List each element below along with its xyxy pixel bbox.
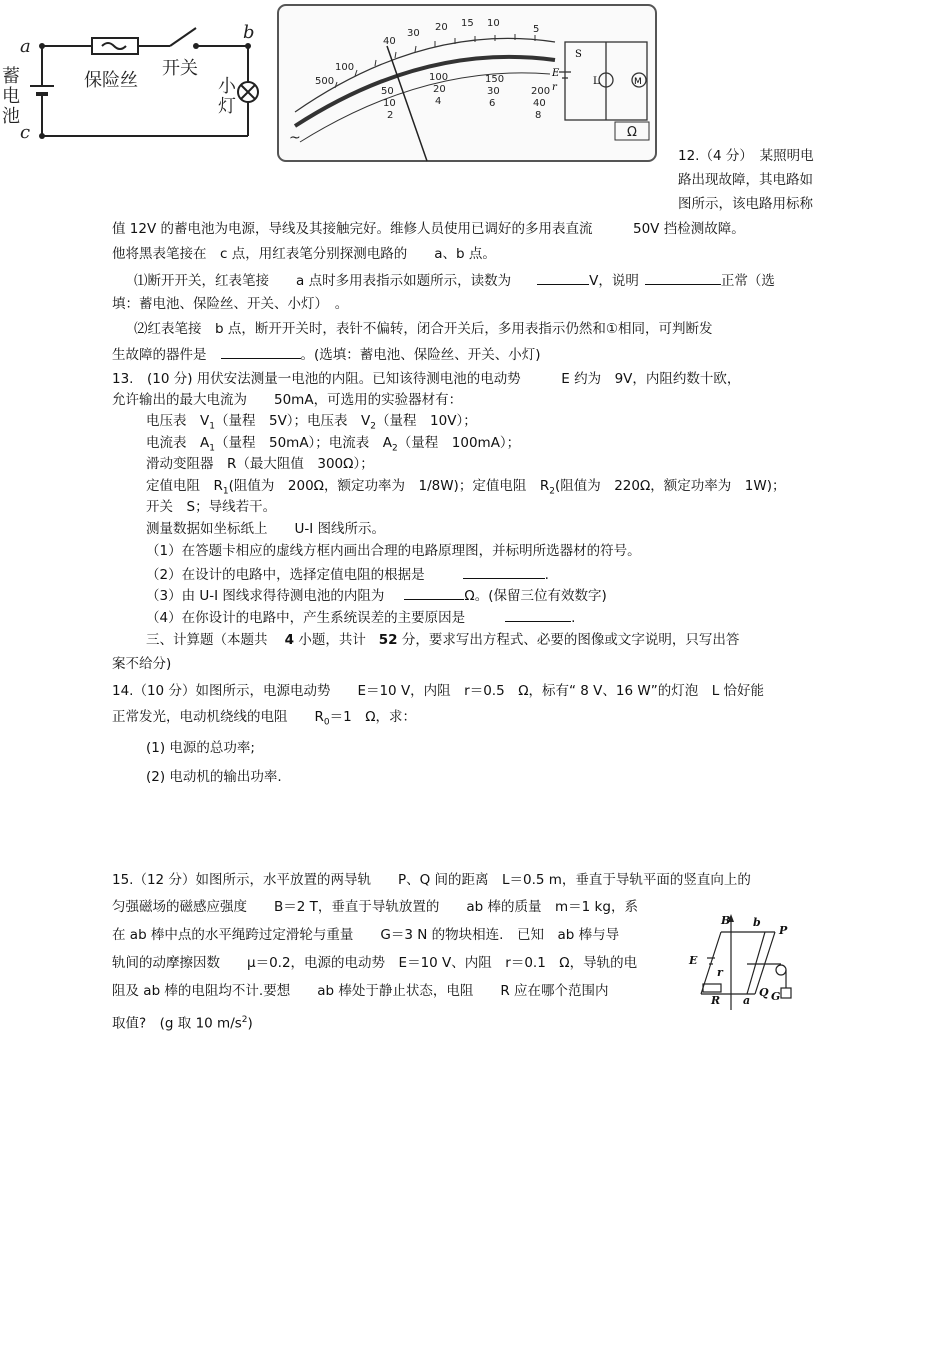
sec3-e: 分，要求写出方程式、必要的图像或文字说明，只写出答 [401,632,740,648]
voltmeter-range: （量程 10V）； [376,413,477,429]
sub-1: 1 [222,486,229,497]
fig-E: E [689,954,698,967]
scale-mid-150: 150 [485,74,505,85]
sec3-count: 4 [284,632,295,648]
q12-part1-b: V，说明 [589,273,639,289]
q13-sub-3-line [146,586,607,605]
q15-line-2: 匀强磁场的磁感应强度 B＝2 T，垂直于导轨放置的 ab 棒的质量 m＝1 kg，系 [112,899,638,915]
q13-sub-2: （2）在设计的电路中，选择定值电阻的根据是 [146,567,425,583]
scale-mid-6: 6 [489,98,496,109]
voltmeter-v1: 电压表 V [146,413,210,429]
battery-label-1: 蓄 [2,66,20,87]
scale-mid-8: 8 [535,110,542,121]
q13-sub-4-line: （4）在你设计的电路中，产生系统误差的主要原因是 . [146,610,576,626]
q12-part1-c: 正常（选 [720,273,775,289]
ammeter-a2: （量程 50mA）；电流表 A [214,435,393,451]
sec3-points: 52 [378,632,398,648]
scale-mid-200: 200 [531,86,551,97]
q12-line-1: 值 12V 的蓄电池为电源，导线及其接触完好。维修人员使用已调好的多用表直流 50V 挡检测故障。 [112,221,745,237]
battery-label-3: 池 [2,106,20,127]
answer-blank-reading[interactable] [537,271,589,285]
q13-data: 测量数据如坐标纸上 U-I 图线所示。 [146,521,386,537]
scale-mid-100: 100 [429,72,449,83]
q13-line-1: 13. (10 分) 用伏安法测量一电池的内阻。已知该待测电池的电动势 E 约为 9V，内阻约数十欧， [112,371,741,387]
q15-line-5: 阻及 ab 棒的电阻均不计.要想 ab 棒处于静止状态，电阻 R 应在哪个范围内 [112,983,609,999]
answer-blank-faulty-part[interactable] [221,345,301,359]
section3-heading-2: 案不给分) [112,656,172,672]
switch-label: 开关 [162,58,198,79]
q13-sub-3-tail: Ω。(保留三位有效数字) [464,588,607,604]
q13-switch: 开关 S；导线若干。 [146,499,277,515]
q12-part2-b-line [112,345,541,364]
lamp-label-1: 小 [218,76,236,97]
q12-part1-d: 填：蓄电池、保险丝、开关、小灯） 。 [112,296,349,312]
sec3-c: 小题，共计 [298,632,366,648]
answer-blank-normal-part[interactable] [645,271,721,285]
omega-symbol: Ω [627,125,637,140]
resistor-r1: 定值电阻 R [146,478,223,494]
resistor-r2: (阻值为 200Ω，额定功率为 1/8W)；定值电阻 R [228,478,550,494]
lamp-L-label: L [593,76,600,87]
resistance-r-label: r [552,82,557,93]
q15-line-4: 轨间的动摩擦因数 μ＝0.2，电源的电动势 E＝10 V、内阻 r＝0.1 Ω，导轨的电 [112,955,638,971]
sub-0: 0 [323,717,330,728]
q15-line-6b: ) [247,1015,253,1032]
ammeter-range: （量程 100mA）； [397,435,521,451]
fig-G: G [771,990,781,1003]
scale-top-30: 30 [407,28,420,39]
sub-2: 2 [370,421,377,432]
sub-2: 2 [392,443,398,454]
motor-label: M [634,77,642,87]
scale-top-10: 10 [487,18,500,29]
fig-b: b [753,916,761,929]
q14-line-1: 14.（10 分）如图所示，电源电动势 E＝10 V，内阻 r＝0.5 Ω，标有“ 8 V、16 W”的灯泡 L 恰好能 [112,683,765,699]
q12-head-1: 12.（4 分） 某照明电 [678,148,814,164]
q12-line-2: 他将黑表笔接在 c 点，用红表笔分别探测电路的 a、b 点。 [112,246,496,262]
scale-top-20: 20 [435,22,448,33]
scale-top-15: 15 [461,18,474,29]
fig-R: R [711,994,721,1007]
q12-part2-b: 生故障的器件是 [112,347,207,363]
q15-figure [685,912,805,1012]
sup-2: 2 [241,1015,248,1025]
fig-r: r [717,966,723,979]
scale-mid-30: 30 [487,86,500,97]
answer-blank-resistor-basis[interactable] [463,565,545,579]
scale-mid-4: 4 [435,96,442,107]
q12-part2-c: 。(选填：蓄电池、保险丝、开关、小灯) [300,347,541,363]
fig-P: P [779,924,788,937]
multimeter-dial [275,2,660,164]
q15-line-6 [112,1012,253,1033]
scale-top-5: 5 [533,24,540,35]
q14-sub-1: (1) 电源的总功率; [146,740,255,756]
emf-E-label: E [552,68,560,79]
multimeter-figure [275,2,660,164]
scale-ohm-100: 100 [335,62,355,73]
section3-heading [146,632,739,649]
answer-blank-internal-resistance[interactable] [404,586,464,600]
q12-head-2: 路出现故障，其电路如 [678,172,813,188]
switch-S-label: S [575,49,582,60]
q13-sub-4: （4）在你设计的电路中，产生系统误差的主要原因是 [146,610,466,626]
q15-line-6a: 取值? (g 取 10 m/s [112,1015,242,1032]
circuit-figure [0,14,270,144]
battery-label-2: 电 [2,86,20,107]
node-c-label: c [20,122,31,143]
q12-head-3: 图所示，该电路用标称 [678,196,813,212]
fig-a: a [743,994,751,1007]
q13-resistors [146,478,786,501]
q12-part2-a: ⑵红表笔接 b 点，断开开关时，表针不偏转，闭合开关后，多用表指示仍然和①相同，可判断发 [134,321,713,337]
scale-mid-40: 40 [533,98,546,109]
q14-line-2b: ＝1 Ω，求： [329,709,417,725]
inner-50: 50 [381,86,394,97]
q14-line-2a: 正常发光，电动机绕线的电阻 R [112,709,324,725]
lamp-label-2: 灯 [218,96,236,117]
sub-1: 1 [209,421,215,432]
q13-sub-1: （1）在答题卡相应的虚线方框内画出合理的电路原理图，并标明所选器材的符号。 [146,543,641,559]
q14-sub-2: (2) 电动机的输出功率. [146,769,282,785]
q13-voltmeters [146,413,477,436]
sec3-a: 三、计算题（本题共 [146,632,268,648]
q12-part1-a: ⑴断开开关，红表笔接 a 点时多用表指示如题所示，读数为 [134,273,512,289]
scale-mid-20: 20 [433,84,446,95]
resistor-r2-spec: (阻值为 220Ω，额定功率为 1W)； [554,478,786,494]
q14-line-2 [112,709,416,732]
q15-line-1: 15.（12 分）如图所示，水平放置的两导轨 P、Q 间的距离 L＝0.5 m，垂直于导轨平面的竖直向上的 [112,872,751,888]
voltmeter-v2: （量程 5V）；电压表 V [214,413,371,429]
sub-1: 1 [209,443,215,454]
fig-B: B [721,914,731,927]
q13-line-2: 允许输出的最大电流为 50mA，可选用的实验器材有： [112,392,463,408]
q13-sub-2-line: （2）在设计的电路中，选择定值电阻的根据是 . [146,567,549,583]
q13-ammeters [146,435,520,458]
q15-line-3: 在 ab 棒中点的水平绳跨过定滑轮与重量 G＝3 N 的物块相连. 已知 ab 棒与导 [112,927,620,943]
q13-sub-3: （3）由 U-I 图线求得待测电池的内阻为 [146,588,385,604]
node-b-label: b [243,22,255,43]
fuse-label: 保险丝 [84,70,138,91]
scale-top-40: 40 [383,36,396,47]
sub-2: 2 [549,486,555,497]
ammeter-a1: 电流表 A [146,435,210,451]
node-a-label: a [20,36,31,57]
answer-blank-error-cause[interactable] [505,608,571,622]
scale-ohm-500: 500 [315,76,335,87]
fig-Q: Q [759,986,769,999]
inner-10: 10 [383,98,396,109]
ac-symbol: ~ [289,130,301,146]
q12-part1 [134,271,775,290]
q13-rheostat: 滑动变阻器 R（最大阻值 300Ω）； [146,456,374,472]
inner-2: 2 [387,110,394,121]
